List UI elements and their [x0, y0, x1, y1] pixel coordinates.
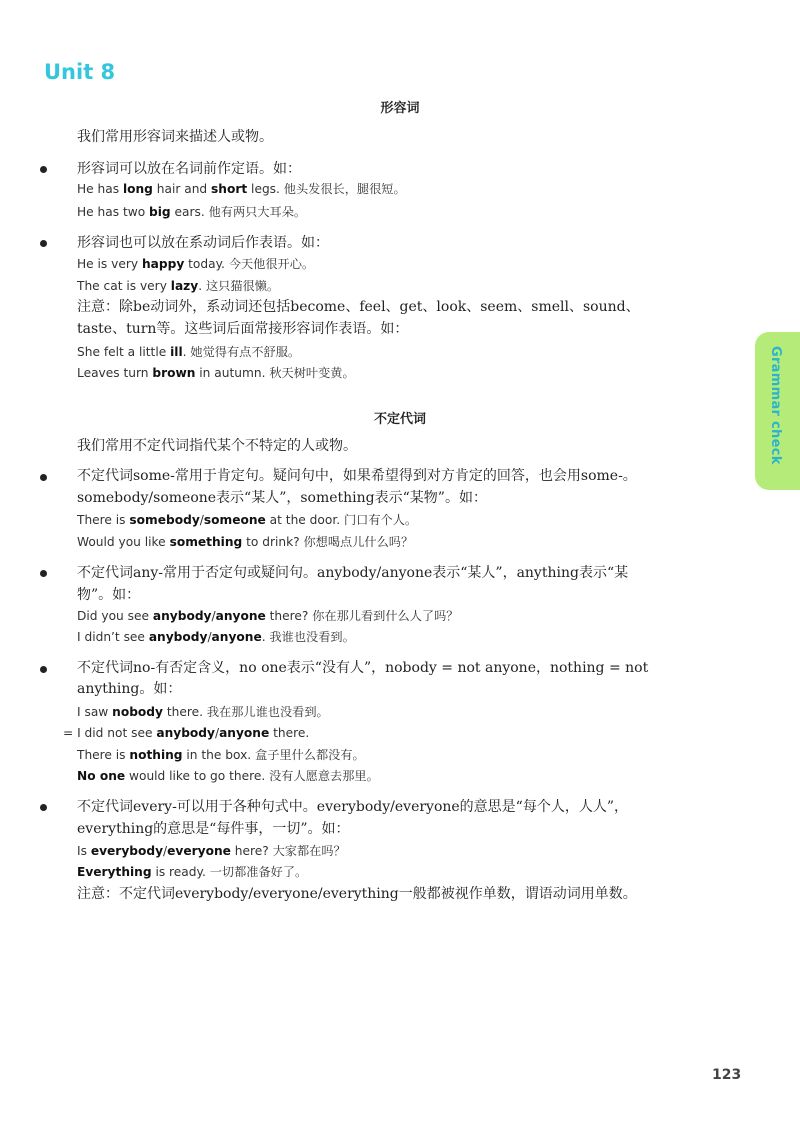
- example-sentence: No one would like to go there. 没有人愿意去那里。: [77, 769, 379, 783]
- bullet: [40, 570, 47, 577]
- example-sentence: I didn’t see anybody/anyone. 我谁也没看到。: [77, 630, 355, 644]
- pronoun-rule-any: 物”。如：: [77, 587, 141, 603]
- example-sentence: The cat is very lazy. 这只猫很懒。: [77, 279, 280, 293]
- pronouns-intro: 我们常用不定代词指代某个不特定的人或物。: [77, 438, 357, 454]
- adjectives-rule-1: 形容词可以放在名词前作定语。如：: [77, 161, 301, 177]
- example-sentence: Everything is ready. 一切都准备好了。: [77, 865, 308, 879]
- bullet: [40, 666, 47, 673]
- adjectives-intro: 我们常用形容词来描述人或物。: [77, 129, 273, 145]
- example-sentence: There is somebody/someone at the door. 门口有个人。: [77, 513, 418, 527]
- example-sentence: = I did not see anybody/anyone there.: [63, 726, 310, 740]
- section-title-adjectives: 形容词: [380, 101, 420, 116]
- example-sentence: There is nothing in the box. 盒子里什么都没有。: [77, 748, 365, 762]
- example-sentence: Is everybody/everyone here? 大家都在吗？: [77, 844, 346, 858]
- example-sentence: I saw nobody there. 我在那儿谁也没看到。: [77, 705, 329, 719]
- example-sentence: He is very happy today. 今天他很开心。: [77, 257, 315, 271]
- bullet: [40, 240, 47, 247]
- note-line: 注意：除be动词外，系动词还包括become、feel、get、look、seem、smell、sound、: [77, 299, 640, 315]
- example-sentence: Leaves turn brown in autumn. 秋天树叶变黄。: [77, 366, 355, 380]
- example-sentence: Would you like something to drink? 你想喝点儿什么吗？: [77, 535, 414, 549]
- example-sentence: Did you see anybody/anyone there? 你在那儿看到什么人了吗？: [77, 609, 459, 623]
- pronoun-rule-every: 不定代词every-可以用于各种句式中。everybody/everyone的意思是“每个人，人人”，: [77, 799, 628, 815]
- example-sentence: She felt a little ill. 她觉得有点不舒服。: [77, 345, 301, 359]
- unit-title: Unit 8: [44, 60, 116, 84]
- note-line: 注意：不定代词everybody/everyone/everything一般都被视作单数，谓语动词用单数。: [77, 886, 637, 902]
- section-title-pronouns: 不定代词: [373, 412, 426, 427]
- side-tab-label: Grammar check: [768, 346, 783, 465]
- adjectives-rule-2: 形容词也可以放在系动词后作表语。如：: [77, 235, 329, 251]
- bullet: [40, 804, 47, 811]
- note-line: taste、turn等。这些词后面常接形容词作表语。如：: [77, 321, 409, 337]
- example-sentence: He has two big ears. 他有两只大耳朵。: [77, 205, 307, 219]
- pronoun-rule-any: 不定代词any-常用于否定句或疑问句。anybody/anyone表示“某人”，anything表示“某: [77, 565, 629, 581]
- pronoun-rule-some: somebody/someone表示“某人”，something表示“某物”。如：: [77, 490, 487, 506]
- pronoun-rule-no: anything。如：: [77, 681, 182, 697]
- bullet: [40, 474, 47, 481]
- bullet: [40, 166, 47, 173]
- pronoun-rule-every: everything的意思是“每件事，一切”。如：: [77, 821, 350, 837]
- page-number: 123: [712, 1067, 742, 1083]
- pronoun-rule-some: 不定代词some-常用于肯定句。疑问句中，如果希望得到对方肯定的回答，也会用some-。: [77, 468, 637, 484]
- pronoun-rule-no: 不定代词no-有否定含义，no one表示“没有人”，nobody = not anyone，nothing = not: [77, 660, 649, 676]
- example-sentence: He has long hair and short legs. 他头发很长，腿很短。: [77, 182, 406, 196]
